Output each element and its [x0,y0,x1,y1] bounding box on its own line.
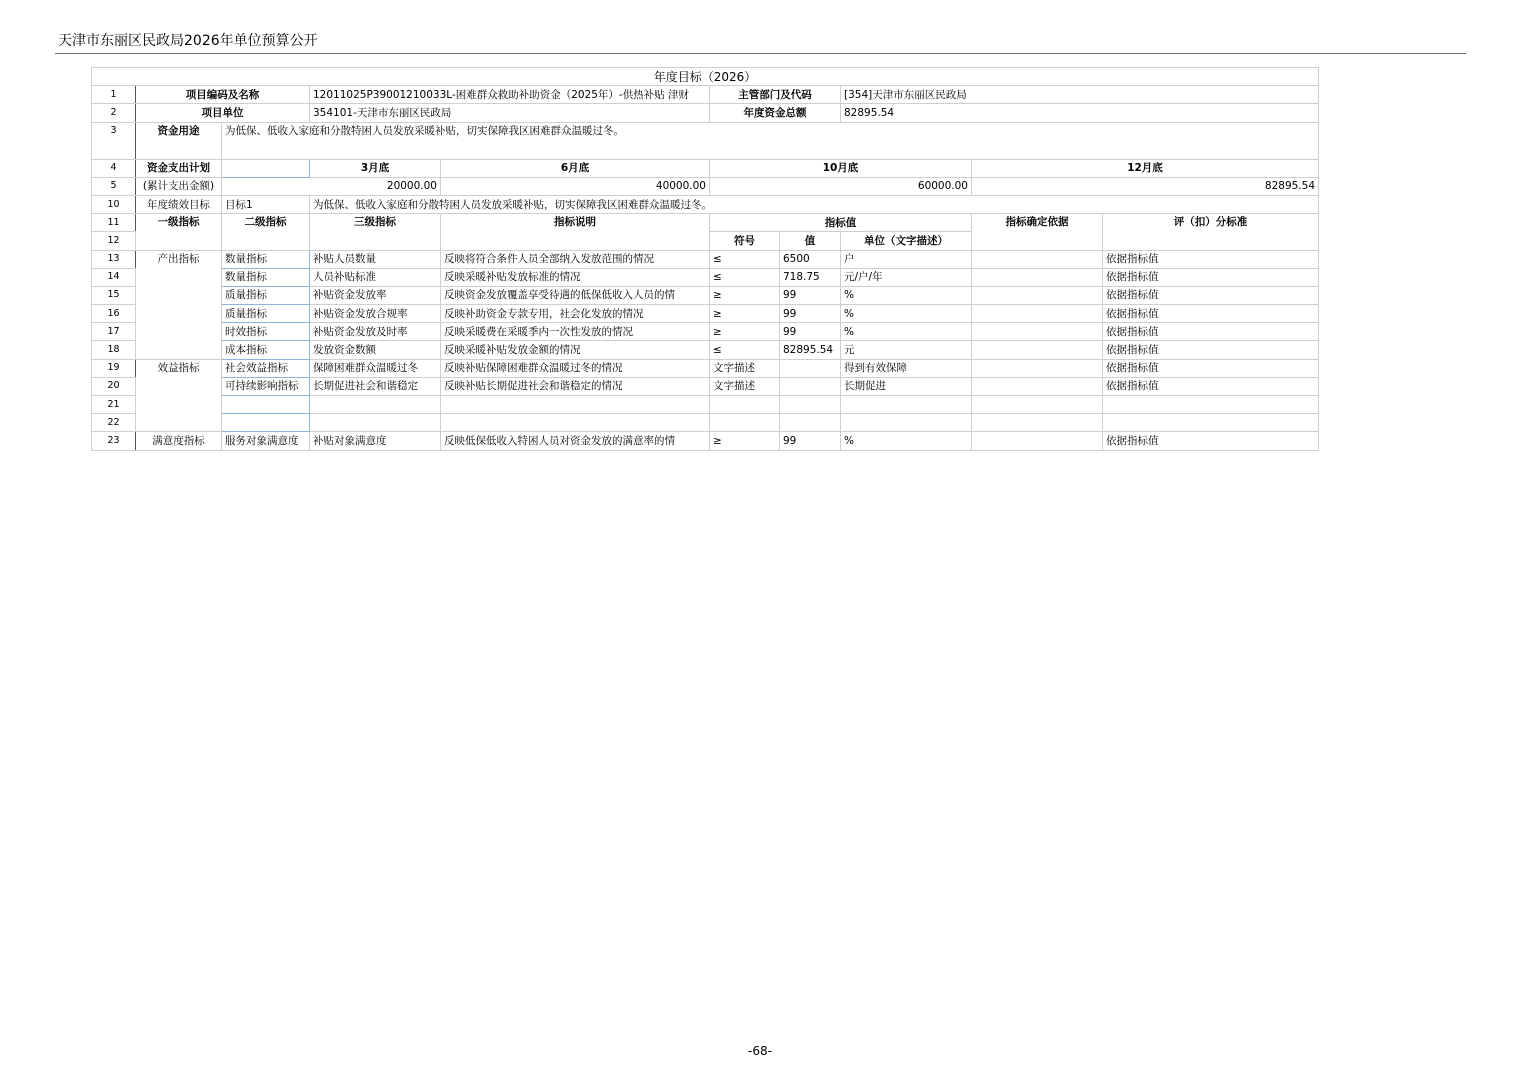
row-number: 21 [92,396,136,414]
indicator-symbol: ≥ [710,323,780,341]
indicator-l3 [310,396,441,414]
table-row [92,86,1319,104]
plan-sub-label: (累计支出金额) [136,177,222,195]
table-header-row [92,214,1319,232]
indicator-symbol [710,396,780,414]
indicator-l3: 长期促进社会和谐稳定 [310,377,441,395]
indicator-basis [972,359,1103,377]
indicator-symbol: ≤ [710,341,780,359]
table-row [92,159,1319,177]
row-number: 10 [92,195,136,213]
indicator-l3: 补贴人员数量 [310,250,441,268]
annual-total-value: 82895.54 [841,104,1319,122]
row-number: 17 [92,323,136,341]
indicator-l2 [222,396,310,414]
indicator-l2: 质量指标 [222,305,310,323]
table-row [92,396,1319,414]
table-row [92,195,1319,213]
indicator-basis [972,250,1103,268]
indicator-value: 99 [780,305,841,323]
indicator-symbol: 文字描述 [710,359,780,377]
unit-label: 项目单位 [136,104,310,122]
table-row [92,377,1319,395]
indicator-l3: 补贴资金发放合规率 [310,305,441,323]
indicator-l2 [222,414,310,432]
plan-header-jun: 6月底 [441,159,710,177]
perf-goal-label: 年度绩效目标 [136,195,222,213]
indicator-unit: 得到有效保障 [841,359,972,377]
indicator-scoring: 依据指标值 [1103,377,1319,395]
indicator-basis [972,396,1103,414]
plan-header-dec: 12月底 [972,159,1319,177]
indicator-l2: 数量指标 [222,268,310,286]
table-row [92,250,1319,268]
indicator-value [780,396,841,414]
indicator-desc: 反映采暖费在采暖季内一次性发放的情况 [441,323,710,341]
header-value: 值 [780,232,841,250]
indicator-unit: 元/户/年 [841,268,972,286]
indicator-scoring: 依据指标值 [1103,341,1319,359]
indicator-value: 99 [780,432,841,450]
row-number: 15 [92,286,136,304]
indicator-l3: 保障困难群众温暖过冬 [310,359,441,377]
indicator-unit: % [841,305,972,323]
row-number: 22 [92,414,136,432]
table-row [92,414,1319,432]
table-row [92,104,1319,122]
row-number: 23 [92,432,136,450]
indicator-l2: 数量指标 [222,250,310,268]
table-row [92,323,1319,341]
indicator-unit: % [841,323,972,341]
dept-label: 主管部门及代码 [710,86,841,104]
table-title-row [92,68,1319,86]
table-row [92,286,1319,304]
indicator-desc: 反映低保低收入特困人员对资金发放的满意率的情 [441,432,710,450]
indicator-value [780,359,841,377]
indicator-value: 82895.54 [780,341,841,359]
indicator-scoring: 依据指标值 [1103,268,1319,286]
indicator-value: 6500 [780,250,841,268]
indicator-l3: 人员补贴标准 [310,268,441,286]
indicator-l3: 补贴对象满意度 [310,432,441,450]
row-number: 4 [92,159,136,177]
group-output: 产出指标 [136,250,222,359]
row-number: 12 [92,232,136,250]
indicator-unit [841,396,972,414]
indicator-basis [972,323,1103,341]
indicator-l2: 社会效益指标 [222,359,310,377]
group-benefit: 效益指标 [136,359,222,432]
indicator-basis [972,341,1103,359]
usage-value: 为低保、低收入家庭和分散特困人员发放采暖补贴，切实保障我区困难群众温暖过冬。 [222,122,1319,159]
indicator-basis [972,414,1103,432]
indicator-basis [972,268,1103,286]
header-level2: 二级指标 [222,214,310,250]
table-row [92,359,1319,377]
header-basis: 指标确定依据 [972,214,1103,250]
indicator-desc: 反映补贴长期促进社会和谐稳定的情况 [441,377,710,395]
row-number: 11 [92,214,136,232]
plan-value-dec: 82895.54 [972,177,1319,195]
indicator-scoring [1103,414,1319,432]
row-number: 5 [92,177,136,195]
indicator-symbol [710,414,780,432]
indicator-symbol: ≤ [710,268,780,286]
header-divider [55,53,1466,54]
plan-value-jun: 40000.00 [441,177,710,195]
annual-total-label: 年度资金总额 [710,104,841,122]
indicator-scoring: 依据指标值 [1103,359,1319,377]
indicator-value: 718.75 [780,268,841,286]
plan-label: 资金支出计划 [136,159,222,177]
indicator-basis [972,377,1103,395]
indicator-l2: 质量指标 [222,286,310,304]
header-desc: 指标说明 [441,214,710,250]
header-scoring: 评（扣）分标准 [1103,214,1319,250]
row-number: 19 [92,359,136,377]
indicator-desc: 反映补贴保障困难群众温暖过冬的情况 [441,359,710,377]
table-row [92,268,1319,286]
page-header-title: 天津市东丽区民政局2026年单位预算公开 [58,33,318,49]
table-title: 年度目标（2026） [92,68,1319,86]
perf-goal-value: 为低保、低收入家庭和分散特困人员发放采暖补贴，切实保障我区困难群众温暖过冬。 [310,195,1319,213]
indicator-unit [841,414,972,432]
plan-value-mar: 20000.00 [222,177,441,195]
indicator-unit: % [841,432,972,450]
indicator-desc: 反映资金发放覆盖享受待遇的低保低收入人员的情 [441,286,710,304]
indicator-unit: 户 [841,250,972,268]
indicator-scoring: 依据指标值 [1103,432,1319,450]
usage-label: 资金用途 [136,122,222,159]
plan-value-oct: 60000.00 [710,177,972,195]
indicator-value: 99 [780,286,841,304]
indicator-scoring: 依据指标值 [1103,250,1319,268]
indicator-l3: 补贴资金发放及时率 [310,323,441,341]
project-code-label: 项目编码及名称 [136,86,310,104]
row-number: 16 [92,305,136,323]
indicator-l2: 服务对象满意度 [222,432,310,450]
row-number: 1 [92,86,136,104]
indicator-l3: 发放资金数额 [310,341,441,359]
project-code-value: 12011025P39001210033L-困难群众救助补助资金（2025年）-供热补贴 津财 [310,86,710,104]
indicator-desc: 反映采暖补贴发放金额的情况 [441,341,710,359]
indicator-symbol: ≥ [710,286,780,304]
unit-value: 354101-天津市东丽区民政局 [310,104,710,122]
row-number: 14 [92,268,136,286]
row-number: 18 [92,341,136,359]
indicator-l2: 成本指标 [222,341,310,359]
indicator-desc [441,396,710,414]
indicator-l3: 补贴资金发放率 [310,286,441,304]
indicator-value: 99 [780,323,841,341]
perf-goal-id: 目标1 [222,195,310,213]
indicator-scoring [1103,396,1319,414]
indicator-desc: 反映补助资金专款专用，社会化发放的情况 [441,305,710,323]
indicator-desc: 反映将符合条件人员全部纳入发放范围的情况 [441,250,710,268]
header-unit: 单位（文字描述） [841,232,972,250]
table-row [92,341,1319,359]
indicator-scoring: 依据指标值 [1103,286,1319,304]
indicator-unit: % [841,286,972,304]
indicator-value [780,414,841,432]
group-satisfaction: 满意度指标 [136,432,222,450]
table-row [92,177,1319,195]
row-number: 20 [92,377,136,395]
header-level1: 一级指标 [136,214,222,250]
plan-header-mar: 3月底 [310,159,441,177]
indicator-symbol: ≤ [710,250,780,268]
indicator-unit: 长期促进 [841,377,972,395]
row-number: 2 [92,104,136,122]
indicator-basis [972,286,1103,304]
indicator-symbol: ≥ [710,305,780,323]
row-number: 13 [92,250,136,268]
budget-goal-table [91,67,1319,451]
dept-value: [354]天津市东丽区民政局 [841,86,1319,104]
indicator-scoring: 依据指标值 [1103,323,1319,341]
header-symbol: 符号 [710,232,780,250]
indicator-l2: 可持续影响指标 [222,377,310,395]
indicator-unit: 元 [841,341,972,359]
indicator-l3 [310,414,441,432]
header-level3: 三级指标 [310,214,441,250]
indicator-desc [441,414,710,432]
indicator-basis [972,305,1103,323]
table-row [92,305,1319,323]
page-number: -68- [748,1044,772,1058]
indicator-l2: 时效指标 [222,323,310,341]
table-row [92,432,1319,450]
indicator-basis [972,432,1103,450]
header-value-group: 指标值 [710,214,972,232]
indicator-symbol: ≥ [710,432,780,450]
row-number: 3 [92,122,136,159]
indicator-symbol: 文字描述 [710,377,780,395]
plan-blank-cell [222,159,310,177]
plan-header-oct: 10月底 [710,159,972,177]
indicator-scoring: 依据指标值 [1103,305,1319,323]
indicator-desc: 反映采暖补贴发放标准的情况 [441,268,710,286]
indicator-value [780,377,841,395]
table-row [92,122,1319,159]
